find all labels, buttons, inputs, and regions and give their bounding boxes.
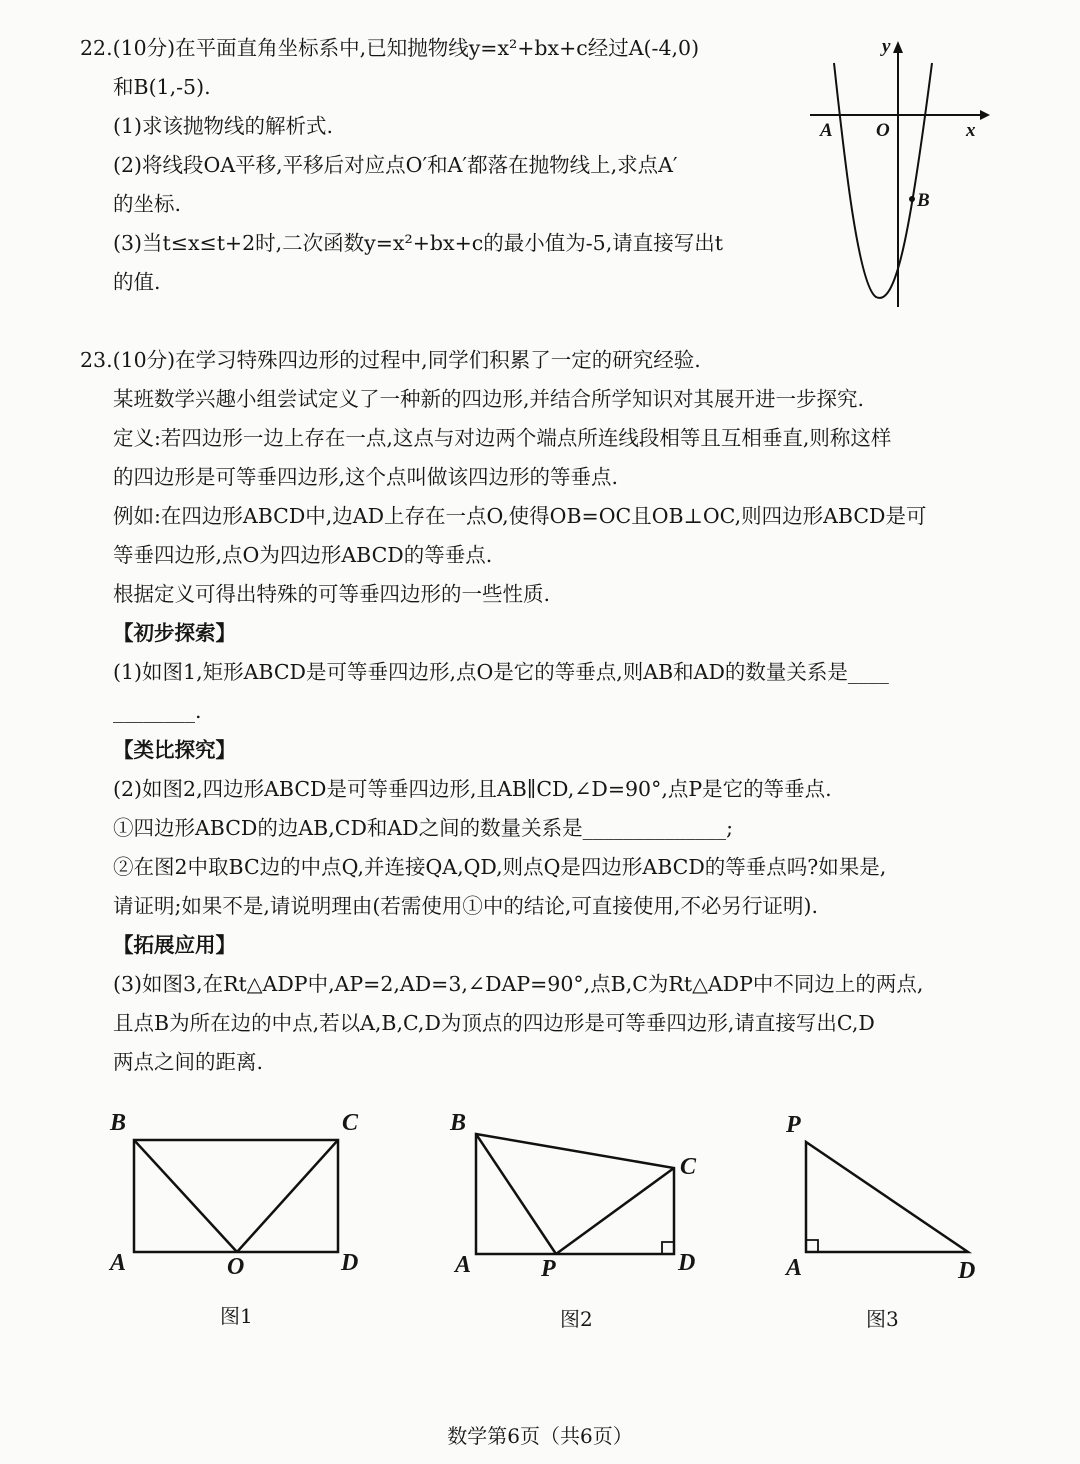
figure-3-diagram [800, 1130, 980, 1255]
segment-pc [556, 1168, 674, 1254]
right-angle-mark-a [806, 1240, 818, 1252]
fig2-label-a: A [455, 1252, 472, 1278]
q23-line-9: (1)如图1,矩形ABCD是可等垂四边形,点O是它的等垂点,则AB和AD的数量关系是____ [113, 660, 889, 684]
page-footer: 数学第6页（共6页） [447, 1424, 633, 1448]
fig2-label-p: P [541, 1256, 556, 1282]
q22-line-6: (3)当t≤x≤t+2时,二次函数y=x²+bx+c的最小值为-5,请直接写出t [113, 231, 723, 255]
q23-line-5: 例如:在四边形ABCD中,边AD上存在一点O,使得OB=OC且OB⊥OC,则四边形ABCD是可 [113, 504, 927, 528]
fig1-label-d: D [341, 1250, 359, 1276]
q23-line-3: 定义:若四边形一边上存在一点,这点与对边两个端点所连线段相等且互相垂直,则称这样 [113, 426, 892, 450]
figure-2-caption: 图2 [560, 1307, 593, 1331]
q23-line-12: (2)如图2,四边形ABCD是可等垂四边形,且AB∥CD,∠D=90°,点P是它的等垂点. [113, 777, 832, 801]
q22-line-7: 的值. [113, 270, 161, 294]
q23-line-14: ②在图2中取BC边的中点Q,并连接QA,QD,则点Q是四边形ABCD的等垂点吗?如果是, [113, 855, 887, 879]
q23-line-4: 的四边形是可等垂四边形,这个点叫做该四边形的等垂点. [113, 465, 619, 489]
segment-ob [134, 1140, 237, 1252]
q23-line-2: 某班数学兴趣小组尝试定义了一种新的四边形,并结合所学知识对其展开进一步探究. [113, 387, 865, 411]
trapezoid-abcd [476, 1134, 674, 1254]
fig3-label-p: P [786, 1112, 801, 1138]
label-a: A [820, 120, 833, 141]
rectangle-abcd [134, 1140, 338, 1252]
figure-1-diagram [130, 1136, 350, 1266]
q23-line-10: ________. [113, 699, 202, 723]
q23-line-15: 请证明;如果不是,请说明理由(若需使用①中的结论,可直接使用,不必另行证明). [113, 894, 818, 918]
q22-line-4: (2)将线段OA平移,平移后对应点O′和A′都落在抛物线上,求点A′ [113, 153, 678, 177]
q23-line-7: 根据定义可得出特殊的可等垂四边形的一些性质. [113, 582, 551, 606]
point-b-marker [909, 196, 915, 202]
parabola-curve [834, 63, 932, 298]
fig2-label-b: B [450, 1110, 467, 1136]
fig2-label-d: D [678, 1250, 696, 1276]
fig1-label-c: C [342, 1110, 359, 1136]
x-axis-arrow [980, 110, 990, 120]
q22-line-1: 22.(10分)在平面直角坐标系中,已知抛物线y=x²+bx+c经过A(-4,0) [80, 36, 700, 60]
section-heading-analogy: 【类比探究】 [113, 738, 236, 762]
fig1-label-a: A [110, 1250, 127, 1276]
q22-line-2: 和B(1,-5). [113, 75, 211, 99]
figure-1-caption: 图1 [220, 1304, 253, 1328]
q22-line-5: 的坐标. [113, 192, 182, 216]
q23-line-1: 23.(10分)在学习特殊四边形的过程中,同学们积累了一定的研究经验. [80, 348, 701, 372]
label-o: O [876, 120, 890, 141]
label-b: B [917, 190, 930, 211]
fig3-label-a: A [786, 1255, 803, 1281]
fig1-label-b: B [110, 1110, 127, 1136]
fig3-label-d: D [958, 1258, 976, 1284]
label-x: x [966, 120, 976, 141]
y-axis-arrow [893, 41, 903, 53]
q22-line-3: (1)求该抛物线的解析式. [113, 114, 334, 138]
right-angle-mark-d [662, 1242, 674, 1254]
q23-line-13: ①四边形ABCD的边AB,CD和AD之间的数量关系是______________; [113, 816, 734, 840]
fig2-label-c: C [680, 1154, 697, 1180]
fig1-label-o: O [227, 1254, 245, 1280]
section-heading-explore: 【初步探索】 [113, 621, 236, 645]
segment-oc [237, 1140, 338, 1252]
q23-line-17: (3)如图3,在Rt△ADP中,AP=2,AD=3,∠DAP=90°,点B,C为Rt△ADP中不同边上的两点, [113, 972, 924, 996]
parabola-graph [800, 35, 1000, 315]
q23-line-18: 且点B为所在边的中点,若以A,B,C,D为顶点的四边形是可等垂四边形,请直接写出C,D [113, 1011, 875, 1035]
figure-3-caption: 图3 [866, 1307, 899, 1331]
q23-line-19: 两点之间的距离. [113, 1050, 264, 1074]
section-heading-extend: 【拓展应用】 [113, 933, 236, 957]
label-y: y [882, 36, 891, 57]
triangle-adp [806, 1142, 968, 1252]
figure-2-diagram [470, 1130, 690, 1260]
q23-line-6: 等垂四边形,点O为四边形ABCD的等垂点. [113, 543, 493, 567]
segment-pb [476, 1134, 556, 1254]
